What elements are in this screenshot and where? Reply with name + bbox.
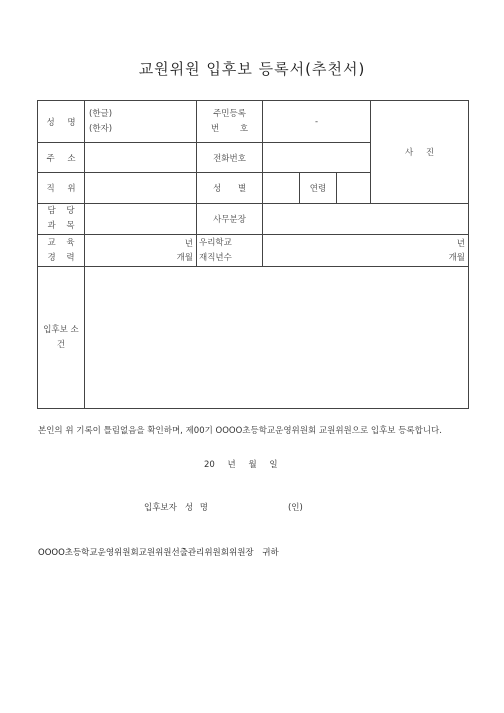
date-line xyxy=(204,458,278,470)
age-input-cell[interactable] xyxy=(337,173,371,204)
name-label: 성 명 xyxy=(46,117,76,128)
age-label: 연령 xyxy=(309,184,327,194)
career-year-unit: 년 xyxy=(184,238,193,249)
name-hangul-label: (한글) xyxy=(89,108,113,119)
subject-label-cell xyxy=(38,204,85,235)
date-year-unit: 년 xyxy=(227,460,236,470)
school-tenure-label-line1: 우리학교 xyxy=(199,237,232,248)
signature-line xyxy=(144,501,303,513)
seal-mark: (인) xyxy=(287,503,303,513)
name-label-cell xyxy=(38,101,85,143)
phone-label: 전화번호 xyxy=(213,153,246,164)
registration-form-table xyxy=(37,100,469,409)
date-month-unit: 월 xyxy=(248,460,257,470)
duty-input-cell[interactable] xyxy=(263,204,469,235)
position-label: 직 위 xyxy=(46,184,76,194)
gender-label-cell xyxy=(197,173,263,204)
phone-label-cell xyxy=(197,143,263,173)
id-number-label-cell xyxy=(197,101,263,143)
statement-label: 입후보 소 건 xyxy=(43,324,79,350)
phone-input-cell[interactable] xyxy=(263,143,371,173)
subject-label-line2: 과 목 xyxy=(47,221,75,231)
career-month-unit: 개월 xyxy=(176,252,193,263)
school-tenure-input-cell[interactable] xyxy=(263,235,469,267)
date-year-prefix: 20 xyxy=(204,460,215,470)
candidate-label: 입후보자 xyxy=(144,503,177,513)
photo-label: 사 진 xyxy=(404,148,435,158)
id-number-separator: - xyxy=(314,116,319,127)
school-tenure-label-line2: 재직년수 xyxy=(199,252,232,263)
page-title: 교원위원 입후보 등록서(추천서) xyxy=(138,60,366,78)
career-label-line2: 경 력 xyxy=(47,252,75,263)
id-number-label-line1: 주민등록 xyxy=(213,108,246,119)
position-label-cell xyxy=(38,173,85,204)
gender-label: 성 별 xyxy=(212,184,247,194)
address-input-cell[interactable] xyxy=(85,143,197,173)
addressee-line xyxy=(38,546,279,558)
age-label-cell xyxy=(300,173,337,204)
id-number-input-cell[interactable] xyxy=(263,101,371,143)
subject-input-cell[interactable] xyxy=(85,204,197,235)
statement-input-cell[interactable] xyxy=(85,267,469,409)
signature-space[interactable] xyxy=(216,501,280,513)
addressee-suffix: 귀하 xyxy=(262,548,279,558)
date-day-unit: 일 xyxy=(269,460,278,470)
school-month-unit: 개월 xyxy=(448,252,465,263)
address-label-cell xyxy=(38,143,85,173)
photo-cell xyxy=(371,101,469,204)
career-label-line1: 교 육 xyxy=(47,237,75,248)
duty-label-cell xyxy=(197,204,263,235)
address-label: 주 소 xyxy=(46,153,76,164)
id-number-label-line2: 번 호 xyxy=(210,123,249,134)
career-input-cell[interactable] xyxy=(85,235,197,267)
subject-label-line1: 담 당 xyxy=(47,206,75,216)
school-tenure-label-cell xyxy=(197,235,263,267)
career-label-cell xyxy=(38,235,85,267)
name-input-cell[interactable] xyxy=(85,101,197,143)
position-input-cell[interactable] xyxy=(85,173,197,204)
gender-input-cell[interactable] xyxy=(263,173,300,204)
confirmation-statement: 본인의 위 기록이 틀림없음을 확인하며, 제00기 OOOO초등학교운영위원회 교원위원으로 입후보 등록합니다. xyxy=(38,426,442,436)
school-year-unit: 년 xyxy=(456,238,465,249)
candidate-name-label: 성 명 xyxy=(184,503,208,513)
name-hanja-label: (한자) xyxy=(89,123,113,134)
duty-label: 사무분장 xyxy=(213,215,246,225)
statement-label-cell xyxy=(38,267,85,409)
addressee-name: OOOO초등학교운영위원회교원위원선출관리위원회위원장 xyxy=(38,548,254,558)
